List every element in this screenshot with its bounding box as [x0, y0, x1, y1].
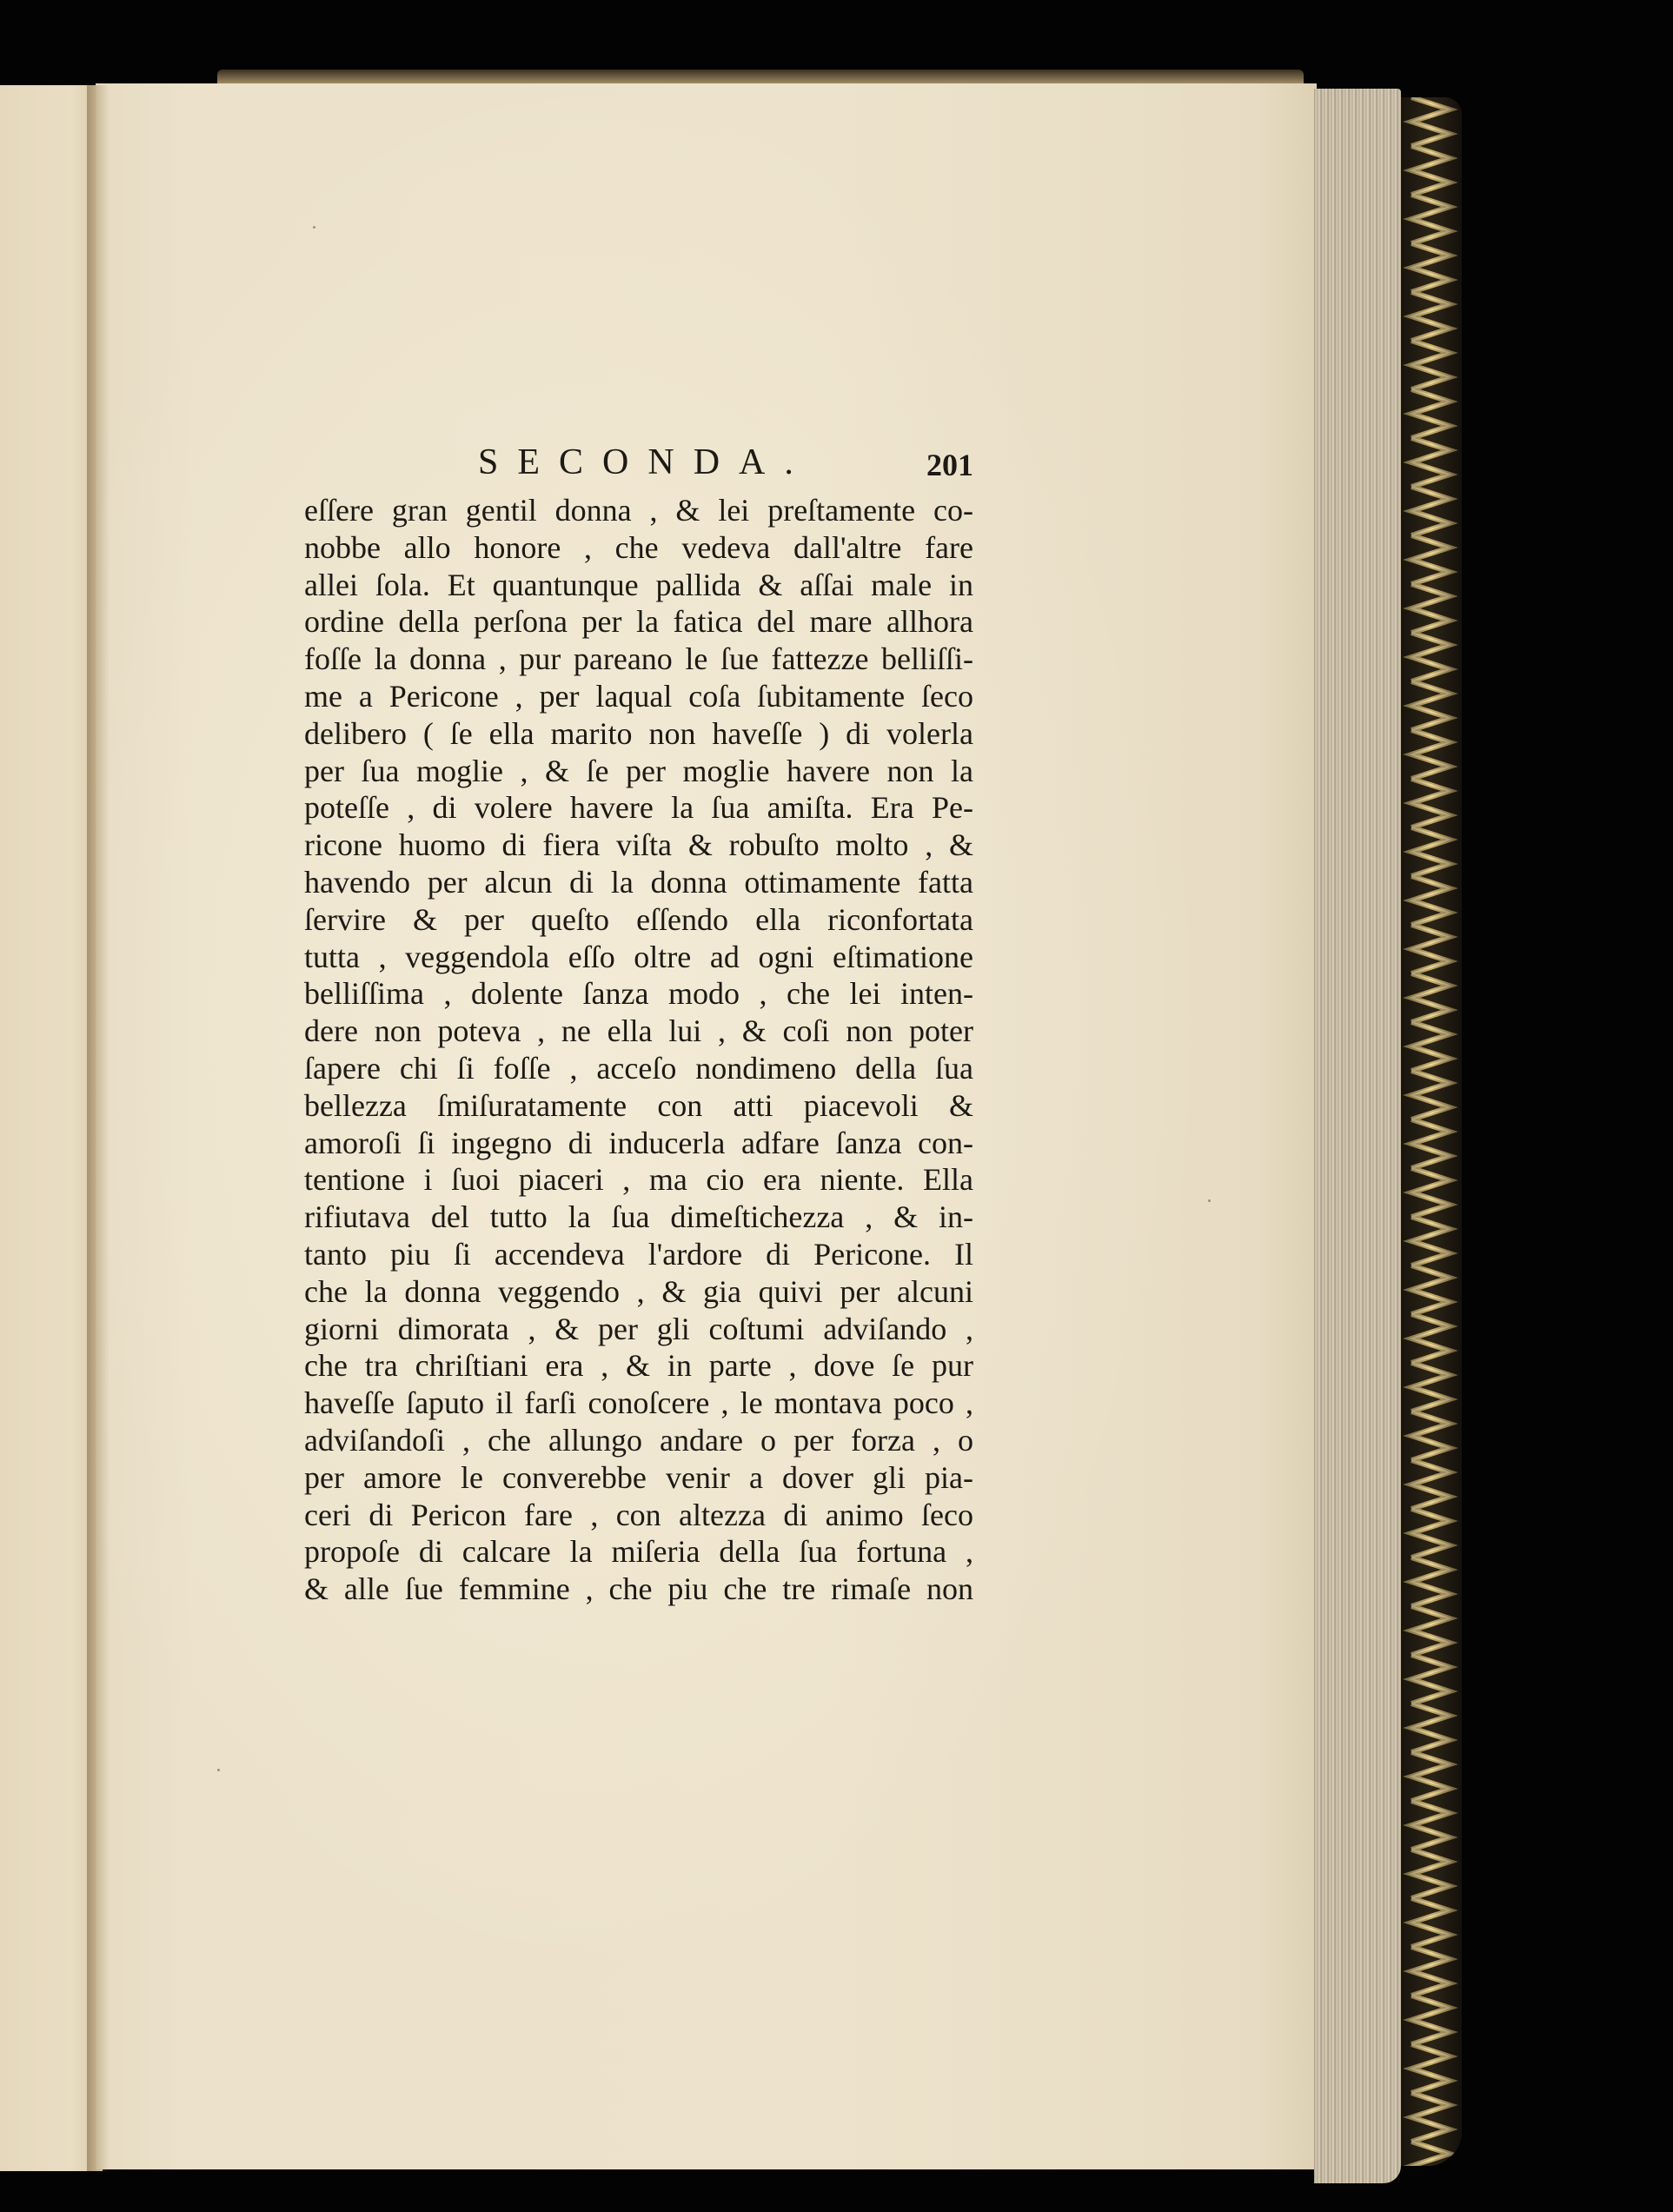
decorated-binding-edge: [1401, 97, 1462, 2166]
text-line: belliſſima , dolente ſanza modo , che lei inten-: [304, 976, 973, 1012]
text-block: [304, 435, 973, 1608]
text-line: allei ſola. Et quantunque pallida & aſſai male in: [304, 567, 973, 602]
text-line: foſſe la donna , pur pareano le ſue fattezze belliſſi-: [304, 641, 973, 677]
paper-speck: [1208, 1199, 1211, 1202]
text-line: giorni dimorata , & per gli coſtumi adviſando ,: [304, 1311, 973, 1346]
text-line: bellezza ſmiſuratamente con atti piacevoli &: [304, 1087, 973, 1123]
page-stack-edge: [1314, 89, 1401, 2183]
text-line: haveſſe ſaputo il farſi conoſcere , le montava poco ,: [304, 1385, 973, 1421]
text-line: havendo per alcun di la donna ottimamente fatta: [304, 864, 973, 900]
text-line: ceri di Pericon fare , con altezza di animo ſeco: [304, 1497, 973, 1532]
running-title: SECONDA.: [478, 442, 813, 482]
running-head: [304, 435, 973, 488]
page-gutter: [87, 85, 110, 2171]
text-line: tutta , veggendola eſſo oltre ad ogni eſtimatione: [304, 939, 973, 974]
text-line: delibero ( ſe ella marito non haveſſe ) di volerla: [304, 715, 973, 751]
paper-speck: [217, 1769, 220, 1771]
text-line: tentione i ſuoi piaceri , ma cio era niente. Ella: [304, 1162, 973, 1198]
paper-speck: [313, 226, 315, 229]
text-line: che tra chriſtiani era , & in parte , dove ſe pur: [304, 1348, 973, 1384]
text-line: che la donna veggendo , & gia quivi per alcuni: [304, 1273, 973, 1309]
text-line: & alle ſue femmine , che piu che tre rimaſe non: [304, 1571, 973, 1607]
text-line: poteſſe , di volere havere la ſua amiſta. Era Pe-: [304, 790, 973, 826]
text-line: propoſe di calcare la miſeria della ſua fortuna ,: [304, 1534, 973, 1570]
text-line: ſapere chi ſi foſſe , acceſo nondimeno della ſua: [304, 1050, 973, 1086]
text-line: per ſua moglie , & ſe per moglie havere non la: [304, 753, 973, 788]
text-line: dere non poteva , ne ella lui , & coſi non poter: [304, 1013, 973, 1049]
text-line: ſervire & per queſto eſſendo ella riconfortata: [304, 901, 973, 937]
text-line: nobbe allo honore , che vedeva dall'altre fare: [304, 529, 973, 565]
zigzag-ornament-icon: [1401, 97, 1462, 2166]
body-text: [304, 492, 973, 1608]
text-line: tanto piu ſi accendeva l'ardore di Pericone. Il: [304, 1236, 973, 1272]
text-line: ordine della perſona per la fatica del mare allhora: [304, 604, 973, 640]
text-line: me a Pericone , per laqual coſa ſubitamente ſeco: [304, 678, 973, 714]
text-line: ricone huomo di fiera viſta & robuſto molto , &: [304, 827, 973, 863]
text-line: adviſandoſi , che allungo andare o per forza , o: [304, 1422, 973, 1458]
text-line: per amore le converebbe venir a dover gli pia-: [304, 1459, 973, 1495]
page-number: 201: [926, 448, 973, 482]
text-line: rifiutava del tutto la ſua dimeſtichezza , & in-: [304, 1199, 973, 1235]
text-line: eſſere gran gentil donna , & lei preſtamente co-: [304, 493, 973, 528]
text-line: amoroſi ſi ingegno di inducerla adfare ſanza con-: [304, 1125, 973, 1160]
